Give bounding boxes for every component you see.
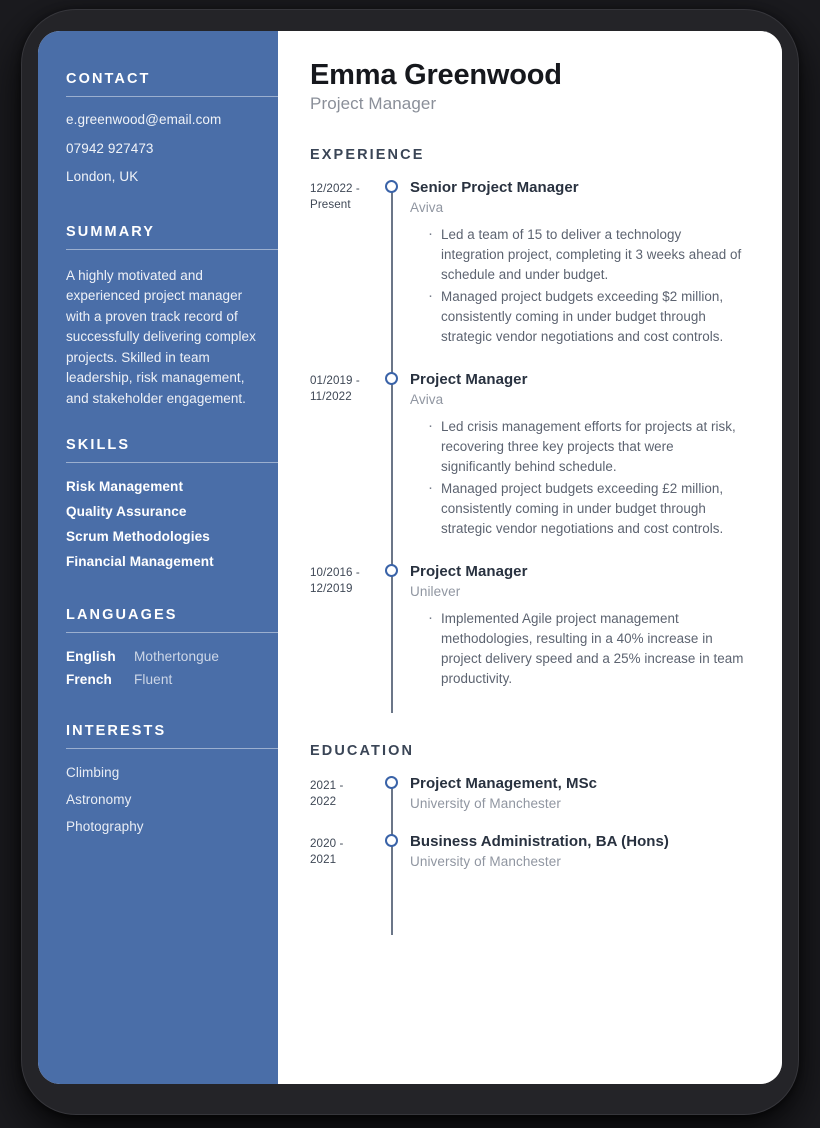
summary-text: A highly motivated and experienced project manager with a proven track record of successfully delivering complex projects. Skilled in team leadership, risk management, and stakeholder engagement. — [66, 267, 256, 407]
experience-bullets — [410, 609, 744, 689]
timeline-axis — [380, 371, 410, 563]
education-degree: Project Management, MSc — [410, 775, 598, 793]
education-heading: EDUCATION — [310, 743, 415, 760]
experience-item — [310, 563, 744, 713]
education-date — [310, 775, 380, 809]
languages-heading: LANGUAGES — [66, 606, 178, 623]
education-institution: University of Manchester — [410, 796, 561, 812]
timeline-axis — [380, 775, 410, 833]
timeline-dot-icon — [385, 834, 398, 847]
bullet-item: · Implemented Agile project management methodologies, resulting in a 40% increase in project delivery speed and a 25% increase in team productivity. — [428, 609, 744, 689]
resume-main — [278, 31, 782, 1084]
contact-email[interactable]: e.greenwood@email.com — [66, 112, 222, 127]
education-item — [310, 775, 744, 833]
interest-item: Astronomy — [66, 791, 132, 807]
date-start: 10/2016 - — [310, 566, 360, 580]
bullet-item: · Led a team of 15 to deliver a technology integration project, completing it 3 weeks ahead of schedule and under budget. — [428, 225, 744, 285]
date-end: 2022 — [310, 794, 337, 808]
language-name: French — [66, 671, 112, 687]
contact-section — [66, 31, 278, 184]
experience-bullets — [410, 417, 744, 539]
timeline-dot-icon — [385, 564, 398, 577]
skills-section — [66, 410, 278, 569]
date-end: 11/2022 — [310, 389, 352, 403]
experience-body — [410, 179, 744, 371]
languages-section — [66, 579, 278, 687]
experience-role: Senior Project Manager — [410, 179, 579, 197]
experience-role: Project Manager — [410, 563, 528, 581]
language-level: Mothertongue — [134, 648, 220, 664]
summary-heading: SUMMARY — [66, 223, 156, 240]
bullet-item: · Led crisis management efforts for projects at risk, recovering three key projects that were significantly behind schedule. — [428, 417, 744, 477]
education-date — [310, 833, 380, 867]
experience-item — [310, 179, 744, 371]
contact-divider — [66, 96, 278, 97]
bullet-item: · Managed project budgets exceeding $2 million, consistently coming in under budget through strategic vendor negotiations and cost controls. — [428, 287, 744, 347]
education-timeline — [310, 775, 744, 891]
experience-date — [310, 563, 380, 596]
experience-bullets — [410, 225, 744, 347]
candidate-name: Emma Greenwood — [310, 59, 562, 91]
contact-heading: CONTACT — [66, 71, 151, 87]
language-level: Fluent — [134, 671, 173, 687]
date-start: 12/2022 - — [310, 182, 360, 196]
skill-item: Quality Assurance — [66, 503, 187, 519]
experience-company: Unilever — [410, 584, 461, 600]
education-item — [310, 833, 744, 891]
date-start: 2020 - — [310, 837, 344, 851]
skill-item: Risk Management — [66, 478, 184, 494]
candidate-job-title: Project Manager — [310, 94, 437, 114]
interest-item: Photography — [66, 818, 144, 834]
timeline-axis — [380, 833, 410, 891]
resume-document — [38, 31, 782, 1084]
experience-date — [310, 179, 380, 212]
timeline-dot-icon — [385, 180, 398, 193]
skill-item: Scrum Methodologies — [66, 528, 210, 544]
education-institution: University of Manchester — [410, 854, 561, 870]
interest-item: Climbing — [66, 764, 120, 780]
experience-body — [410, 563, 744, 713]
skill-item: Financial Management — [66, 553, 214, 569]
date-end: 2021 — [310, 852, 337, 866]
experience-timeline — [310, 179, 744, 713]
experience-company: Aviva — [410, 392, 444, 408]
education-body — [410, 833, 744, 891]
timeline-axis — [380, 179, 410, 371]
education-degree: Business Administration, BA (Hons) — [410, 833, 669, 851]
date-end: 12/2019 — [310, 581, 353, 595]
experience-date — [310, 371, 380, 404]
contact-location: London, UK — [66, 169, 139, 184]
language-row — [66, 649, 278, 664]
contact-phone[interactable]: 07942 927473 — [66, 140, 154, 156]
skills-heading: SKILLS — [66, 436, 131, 453]
language-row — [66, 672, 278, 687]
summary-divider — [66, 249, 278, 250]
resume-sidebar — [38, 31, 278, 1084]
experience-body — [410, 371, 744, 563]
languages-divider — [66, 632, 278, 633]
timeline-axis — [380, 563, 410, 713]
date-start: 01/2019 - — [310, 374, 360, 388]
interests-divider — [66, 748, 278, 749]
experience-role: Project Manager — [410, 371, 528, 389]
date-start: 2021 - — [310, 779, 344, 793]
skills-divider — [66, 462, 278, 463]
language-name: English — [66, 648, 116, 664]
timeline-dot-icon — [385, 372, 398, 385]
date-end: Present — [310, 197, 351, 211]
education-body — [410, 775, 744, 833]
bullet-item: · Managed project budgets exceeding £2 million, consistently coming in under budget through strategic vendor negotiations and cost controls. — [428, 479, 744, 539]
summary-section — [66, 199, 278, 410]
timeline-dot-icon — [385, 776, 398, 789]
interests-section — [66, 695, 278, 834]
experience-heading: EXPERIENCE — [310, 147, 425, 164]
experience-company: Aviva — [410, 200, 444, 216]
experience-item — [310, 371, 744, 563]
interests-heading: INTERESTS — [66, 722, 167, 739]
